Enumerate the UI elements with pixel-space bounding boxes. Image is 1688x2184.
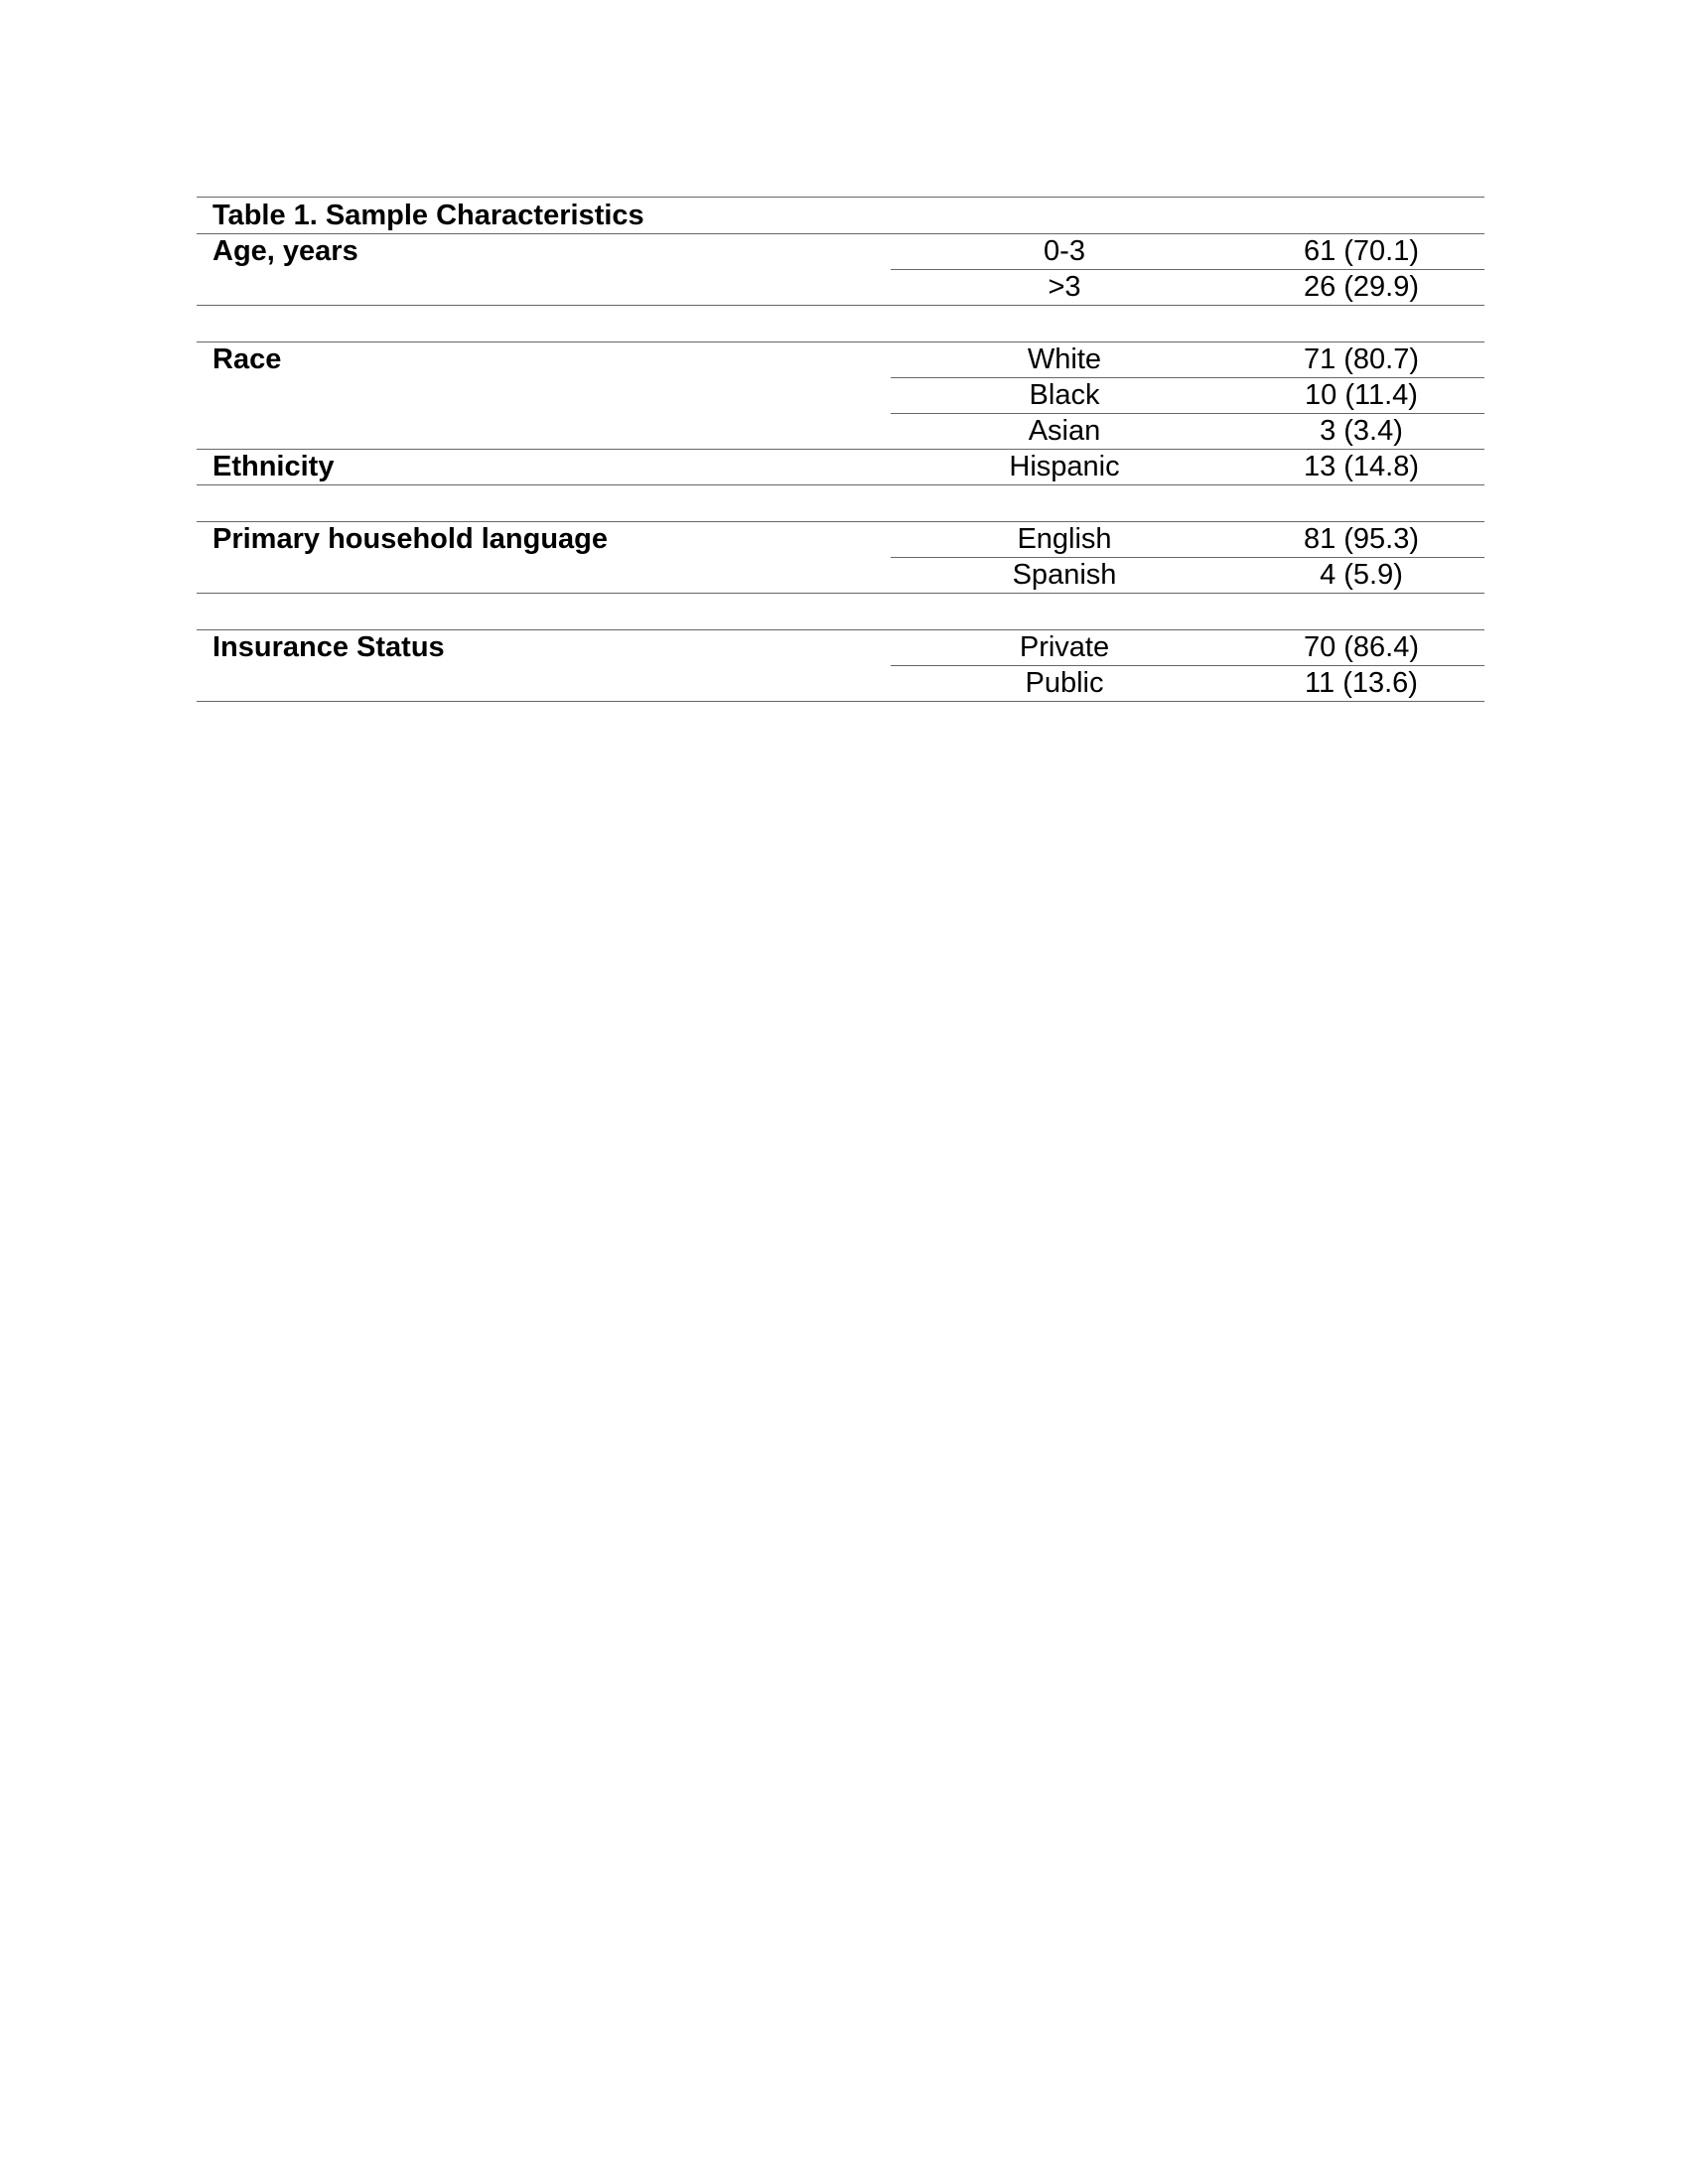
table-row xyxy=(197,414,1484,449)
row-category: Asian xyxy=(1028,415,1101,447)
group-label-race: Race xyxy=(212,343,282,375)
group-spacer xyxy=(197,594,1484,629)
table-title: Table 1. Sample Characteristics xyxy=(212,199,644,231)
row-category: Private xyxy=(1019,631,1110,663)
row-category: Public xyxy=(1025,667,1104,699)
table-row xyxy=(197,342,1484,377)
group-ethnicity xyxy=(197,450,1484,484)
group-race xyxy=(197,342,1484,449)
row-value: 13 (14.8) xyxy=(1303,451,1420,482)
row-category: Spanish xyxy=(1012,559,1117,591)
group-language xyxy=(197,522,1484,593)
group-spacer xyxy=(197,485,1484,521)
row-value: 11 (13.6) xyxy=(1305,667,1418,699)
table-row xyxy=(197,522,1484,557)
row-value: 70 (86.4) xyxy=(1303,631,1420,663)
row-value: 4 (5.9) xyxy=(1320,559,1403,591)
sample-characteristics-table xyxy=(197,197,1484,702)
row-category: 0-3 xyxy=(1044,235,1085,267)
row-value: 3 (3.4) xyxy=(1320,415,1403,447)
row-category: Hispanic xyxy=(1009,451,1120,482)
table-row xyxy=(197,666,1484,701)
group-label-ethnicity: Ethnicity xyxy=(212,451,335,482)
row-value: 71 (80.7) xyxy=(1303,343,1420,375)
row-category: White xyxy=(1027,343,1102,375)
group-spacer xyxy=(197,306,1484,341)
row-category: Black xyxy=(1029,379,1100,411)
table-row xyxy=(197,234,1484,269)
row-value: 26 (29.9) xyxy=(1303,271,1420,303)
row-value: 10 (11.4) xyxy=(1305,379,1418,411)
table-row xyxy=(197,270,1484,305)
group-insurance xyxy=(197,630,1484,701)
group-label-age: Age, years xyxy=(212,235,358,267)
group-age xyxy=(197,234,1484,305)
row-category: English xyxy=(1017,523,1112,555)
table-row xyxy=(197,378,1484,413)
table-row xyxy=(197,450,1484,484)
group-label-language: Primary household language xyxy=(212,523,609,555)
row-value: 81 (95.3) xyxy=(1303,523,1420,555)
table-row xyxy=(197,558,1484,593)
row-value: 61 (70.1) xyxy=(1303,235,1420,267)
table-bottom-rule xyxy=(197,701,1484,702)
table-row xyxy=(197,630,1484,665)
row-category: >3 xyxy=(1048,271,1081,303)
group-label-insurance: Insurance Status xyxy=(212,631,445,663)
